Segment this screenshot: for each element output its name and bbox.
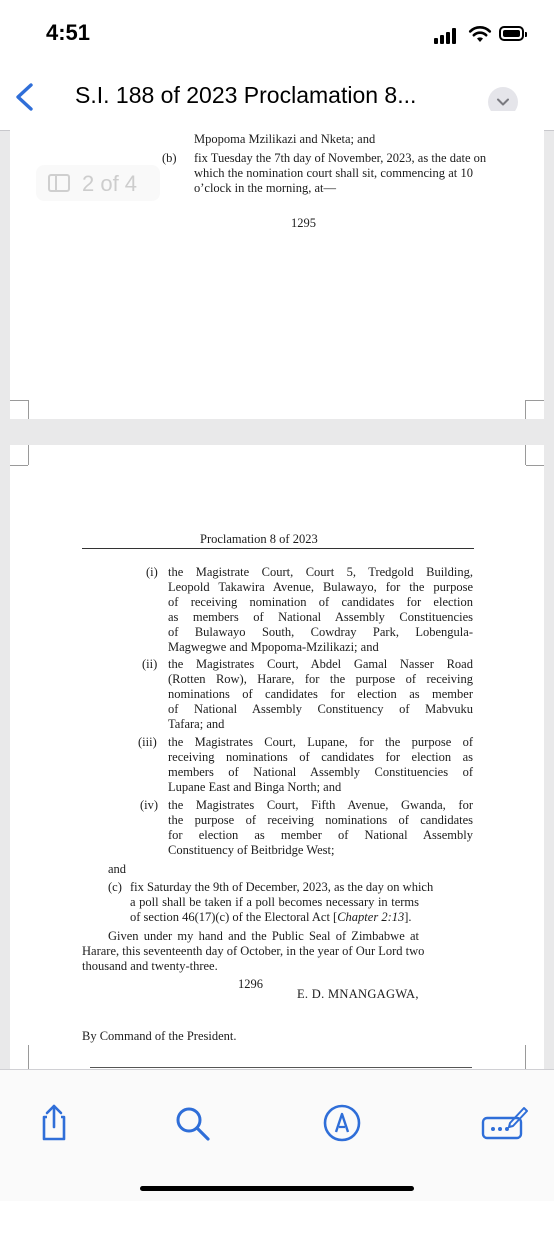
item-label: (i) bbox=[146, 565, 158, 579]
cellular-signal-icon bbox=[434, 28, 462, 44]
wifi-icon bbox=[468, 24, 492, 44]
crop-mark bbox=[10, 400, 28, 401]
item-label: (c) bbox=[108, 880, 122, 894]
text-line: and bbox=[108, 862, 127, 876]
text-line: of National Assembly Constituency of Mabvuku bbox=[168, 702, 473, 716]
page-indicator-label: 2 of 4 bbox=[82, 171, 138, 196]
text-line: thousand and twenty-three. bbox=[82, 959, 218, 973]
text-line: as members of National Assembly Constituencies bbox=[168, 610, 473, 624]
text-line: the purpose of receiving nominations of candidates bbox=[168, 813, 473, 827]
text-line: o’clock in the morning, at— bbox=[194, 181, 336, 195]
crop-mark bbox=[28, 400, 29, 419]
page-header: Proclamation 8 of 2023 bbox=[200, 532, 318, 546]
text-line: receiving nominations of candidates for election as bbox=[168, 750, 473, 764]
item-label: (iv) bbox=[140, 798, 159, 812]
text-line: Tafara; and bbox=[168, 717, 225, 731]
text-line: Lupane East and Binga North; and bbox=[168, 780, 342, 794]
signature-name: E. D. MNANGAGWA, bbox=[297, 987, 419, 1001]
share-icon[interactable] bbox=[34, 1103, 74, 1143]
text-line: Harare, this seventeenth day of October, in the year of Our Lord two bbox=[82, 944, 425, 958]
text-line: the Magistrates Court, Lupane, for the purpose of bbox=[168, 735, 473, 749]
back-chevron-icon[interactable] bbox=[10, 80, 40, 114]
home-indicator[interactable] bbox=[140, 1186, 414, 1191]
crop-mark bbox=[525, 445, 526, 465]
status-time: 4:51 bbox=[46, 20, 91, 45]
text-line: the Magistrates Court, Fifth Avenue, Gwanda, for bbox=[168, 798, 473, 812]
document-title[interactable]: S.I. 188 of 2023 Proclamation 8... bbox=[75, 82, 417, 108]
text-line: Mpopoma Mzilikazi and Nketa; and bbox=[194, 132, 376, 146]
crop-mark bbox=[28, 445, 29, 465]
page-indicator[interactable] bbox=[36, 165, 160, 201]
pdf-viewer[interactable] bbox=[0, 131, 554, 1069]
bottom-toolbar bbox=[0, 1069, 554, 1201]
crop-mark bbox=[526, 400, 544, 401]
page-number: 1296 bbox=[238, 977, 263, 991]
text-line: members of National Assembly Constituencies of bbox=[168, 765, 473, 779]
crop-mark bbox=[525, 400, 526, 419]
crop-mark bbox=[525, 1045, 526, 1069]
text-line: of Bulawayo South, Cowdray Park, Lobengula- bbox=[168, 625, 473, 639]
text-line: fix Tuesday the 7th day of November, 2023, as the date on bbox=[194, 151, 487, 165]
pdf-page-1295 bbox=[10, 111, 544, 419]
text-line: Constituency of Beitbridge West; bbox=[168, 843, 335, 857]
text-line: Leopold Takawira Avenue, Bulawayo, for the purpose bbox=[168, 580, 473, 594]
header-rule bbox=[82, 548, 474, 549]
crop-mark bbox=[10, 465, 28, 466]
text-line: the Magistrate Court, Court 5, Tredgold Building, bbox=[168, 565, 473, 579]
text-line: the Magistrates Court, Abdel Gamal Nasser Road bbox=[168, 657, 473, 671]
item-label: (b) bbox=[162, 151, 177, 165]
text-line: which the nomination court shall sit, commencing at 10 bbox=[194, 166, 473, 180]
battery-icon bbox=[499, 26, 524, 41]
search-icon[interactable] bbox=[172, 1103, 212, 1143]
crop-mark bbox=[28, 1045, 29, 1069]
text-line: a poll shall be taken if a poll becomes necessary in terms bbox=[130, 895, 419, 909]
text-line: By Command of the President. bbox=[82, 1029, 237, 1043]
status-bar bbox=[0, 0, 554, 66]
form-fill-icon[interactable] bbox=[480, 1103, 530, 1143]
text-line: of receiving nomination of candidates for election bbox=[168, 595, 473, 609]
text-line: Given under my hand and the Public Seal of Zimbabwe at bbox=[108, 929, 419, 943]
text-line: nominations of candidates for election as member bbox=[168, 687, 473, 701]
page-number: 1295 bbox=[291, 216, 316, 230]
crop-mark bbox=[526, 465, 544, 466]
markup-icon[interactable] bbox=[322, 1103, 362, 1143]
text-line: (Rotten Row), Harare, for the purpose of receiving bbox=[168, 672, 473, 686]
item-label: (iii) bbox=[138, 735, 157, 749]
item-label: (ii) bbox=[142, 657, 158, 671]
text-line: fix Saturday the 9th of December, 2023, as the day on which bbox=[130, 880, 434, 894]
text-line: of section 46(17)(c) of the Electoral Act [Chapter 2:13]. bbox=[130, 910, 412, 924]
text-line: Magwegwe and Mpopoma-Mzilikazi; and bbox=[168, 640, 379, 654]
text-line: for election as member of National Assembly bbox=[168, 828, 473, 842]
page-thumbnail-icon bbox=[48, 174, 70, 192]
